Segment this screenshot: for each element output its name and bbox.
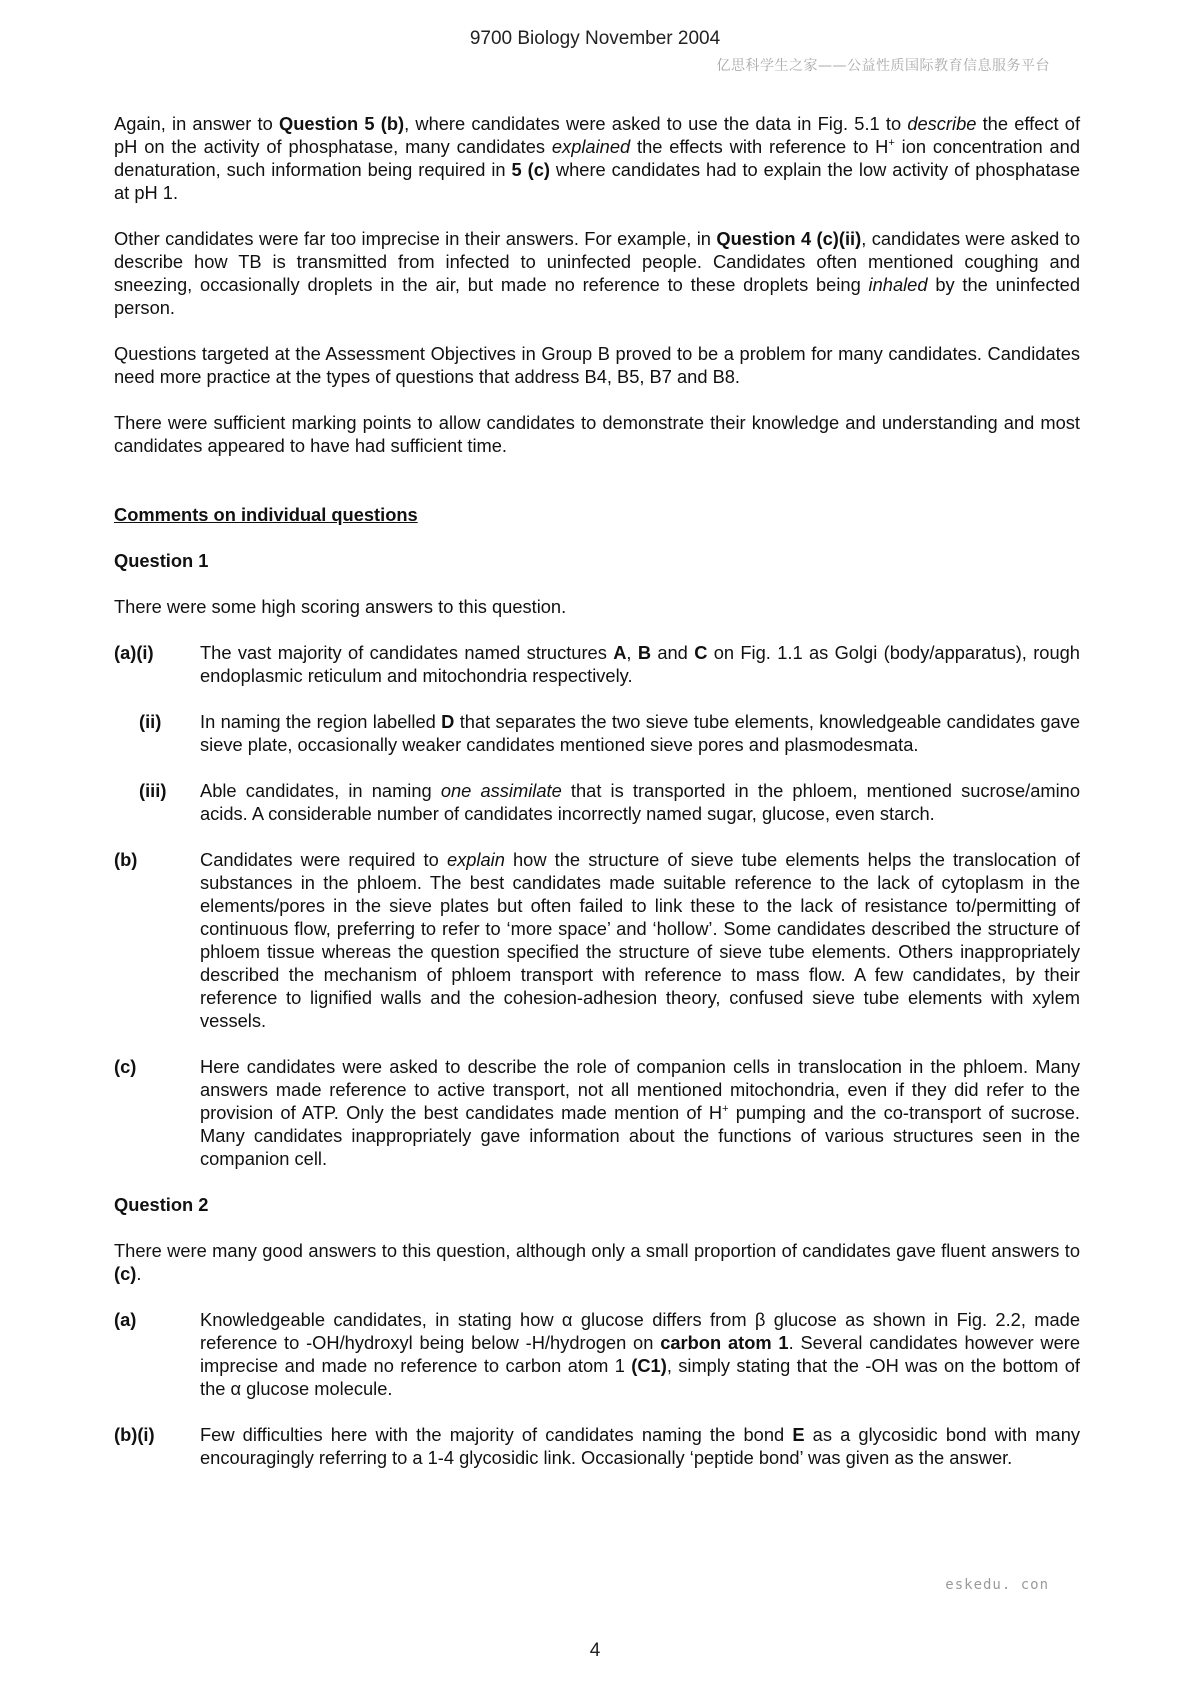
item-text: Few difficulties here with the majority of candidates naming the bond E as a glycosidic bond with many encouragingly referring to a 1-4 glycosidic link. Occasionally ‘peptide bond’ was given as the answer. bbox=[200, 1424, 1080, 1468]
item-text: Knowledgeable candidates, in stating how α glucose differs from β glucose as shown in Fig. 2.2, made reference to -OH/hydroxyl being below -H/hydrogen on carbon atom 1. Several candidates however were imprecise and made no reference to carbon atom 1 (C1), simply stating that the -OH was on the bottom of the α glucose molecule. bbox=[200, 1309, 1081, 1399]
question-1-intro: There were some high scoring answers to this question. bbox=[114, 596, 567, 617]
item-label: (ii) bbox=[139, 711, 162, 732]
item-label: (b)(i) bbox=[114, 1424, 155, 1445]
q1-part-a-ii bbox=[114, 710, 1080, 756]
document-body bbox=[114, 112, 1080, 1469]
q1-part-b bbox=[114, 848, 1080, 1032]
header-watermark-subtitle: 亿思科学生之家——公益性质国际教育信息服务平台 bbox=[716, 58, 1050, 74]
page-header-title: 9700 Biology November 2004 bbox=[469, 28, 721, 49]
section-heading: Comments on individual questions bbox=[114, 504, 418, 525]
intro-paragraph-2: Other candidates were far too imprecise in their answers. For example, in Question 4 (c)(ii), candidates were asked to describe how TB is transmitted from infected to uninfected people. Candidates often mentioned coughing and sneezing, occasionally droplets in the air, but made no reference to these droplets being inhaled by the uninfected person. bbox=[114, 228, 1080, 318]
intro-paragraph-3: Questions targeted at the Assessment Objectives in Group B proved to be a problem for many candidates. Candidates need more practice at the types of questions that address B4, B5, B7 and B8. bbox=[114, 343, 1080, 387]
question-2-intro: There were many good answers to this question, although only a small proportion of candidates gave fluent answers to (c). bbox=[114, 1240, 1080, 1284]
question-1-heading: Question 1 bbox=[114, 550, 209, 571]
q2-part-b-i bbox=[114, 1423, 1080, 1469]
page-number: 4 bbox=[589, 1640, 601, 1661]
item-label: (a) bbox=[114, 1309, 137, 1330]
footer-watermark: eskedu. con bbox=[945, 1577, 1049, 1593]
q1-part-c bbox=[114, 1055, 1080, 1170]
item-label: (c) bbox=[114, 1056, 137, 1077]
item-text: Here candidates were asked to describe the role of companion cells in translocation in the phloem. Many answers made reference to active transport, not all mentioned mitochondria, even if they did refer to the provision of ATP. Only the best candidates made mention of H+ pumping and the co-transport of sucrose. Many candidates inappropriately gave information about the functions of various structures seen in the companion cell. bbox=[200, 1056, 1080, 1169]
item-text: In naming the region labelled D that separates the two sieve tube elements, knowledgeable candidates gave sieve plate, occasionally weaker candidates mentioned sieve pores and plasmodesmata. bbox=[200, 711, 1080, 755]
q1-part-a-i bbox=[114, 641, 1080, 687]
item-label: (iii) bbox=[139, 780, 167, 801]
item-text: Able candidates, in naming one assimilate that is transported in the phloem, mentioned sucrose/amino acids. A considerable number of candidates incorrectly named sugar, glucose, even starch. bbox=[200, 780, 1080, 824]
intro-paragraph-4: There were sufficient marking points to allow candidates to demonstrate their knowledge and understanding and most candidates appeared to have had sufficient time. bbox=[114, 412, 1080, 456]
question-2-heading: Question 2 bbox=[114, 1194, 209, 1215]
intro-paragraph-1: Again, in answer to Question 5 (b), where candidates were asked to use the data in Fig. 5.1 to describe the effect of pH on the activity of phosphatase, many candidates explained the effects with reference to H+ ion concentration and denaturation, such information being required in 5 (c) where candidates had to explain the low activity of phosphatase at pH 1. bbox=[114, 113, 1081, 203]
q1-part-a-iii bbox=[114, 779, 1080, 825]
item-label: (b) bbox=[114, 849, 138, 870]
q2-part-a bbox=[114, 1308, 1080, 1400]
item-text: Candidates were required to explain how the structure of sieve tube elements helps the translocation of substances in the phloem. The best candidates made suitable reference to the lack of cytoplasm in the elements/pores in the sieve plates but often failed to link these to the lack of resistance to/permitting of continuous flow, preferring to refer to ‘more space’ and ‘hollow’. Some candidates described the structure of phloem tissue whereas the question specified the structure of sieve tube elements. Others inappropriately described the mechanism of phloem transport with reference to mass flow. A few candidates, by their reference to lignified walls and the cohesion-adhesion theory, confused sieve tube elements with xylem vessels. bbox=[200, 849, 1081, 1031]
item-label: (a)(i) bbox=[114, 642, 154, 663]
item-text: The vast majority of candidates named structures A, B and C on Fig. 1.1 as Golgi (body/apparatus), rough endoplasmic reticulum and mitochondria respectively. bbox=[200, 642, 1080, 686]
